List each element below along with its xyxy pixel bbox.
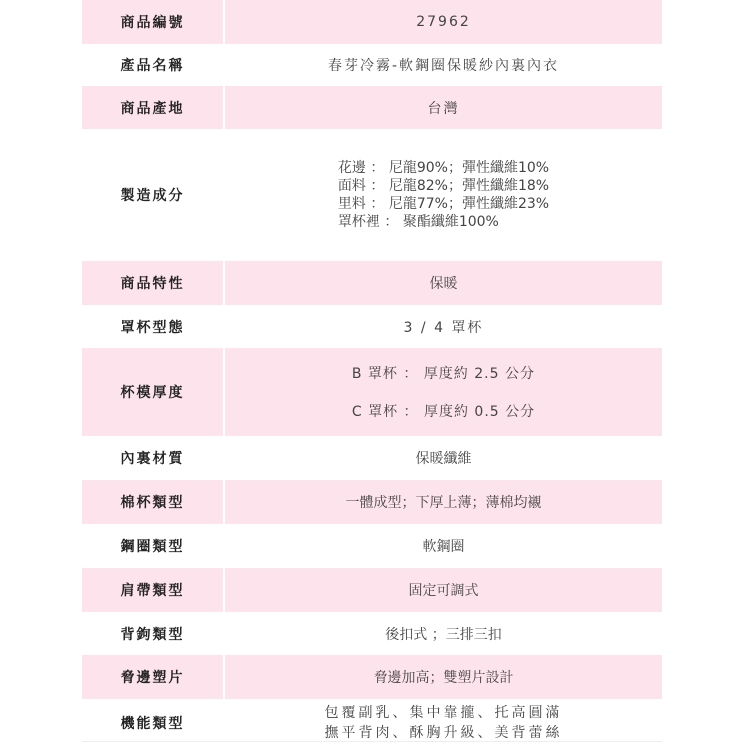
- spec-label: 產品名稱: [82, 44, 225, 86]
- spec-row-product-number: [82, 0, 662, 44]
- spec-value: 3 / 4 罩杯: [225, 305, 662, 348]
- composition-list: [338, 159, 549, 231]
- composition-line: 里料 ： 尼龍77%；彈性纖維23%: [337, 196, 550, 212]
- spec-label: 內裏材質: [82, 436, 225, 480]
- spec-row-composition: [82, 129, 662, 261]
- spec-value: 台灣: [225, 86, 662, 129]
- spec-value: [225, 699, 662, 747]
- spec-value: 保暖纖維: [225, 436, 662, 480]
- spec-value: 保暖: [225, 261, 662, 305]
- spec-value: 軟鋼圈: [225, 524, 662, 568]
- spec-value: 脅邊加高；雙塑片設計: [225, 655, 662, 699]
- spec-label: 罩杯型態: [82, 305, 225, 348]
- spec-value: 固定可調式: [225, 568, 662, 612]
- spec-row-feature: [82, 261, 662, 305]
- spec-label: 商品編號: [82, 0, 225, 44]
- spec-label: 脅邊塑片: [82, 655, 225, 699]
- cup-thickness-line: C 罩杯 ： 厚度約 0.5 公分: [351, 404, 536, 420]
- spec-value: [225, 348, 662, 436]
- spec-row-side-panel: [82, 655, 662, 699]
- spec-label: 商品特性: [82, 261, 225, 305]
- spec-row-cup-thickness: [82, 348, 662, 436]
- cup-thickness-line: B 罩杯 ： 厚度約 2.5 公分: [351, 366, 535, 382]
- spec-row-underwire: [82, 524, 662, 568]
- function-line: 撫平背肉、酥胸升級、美背蕾絲: [324, 725, 563, 741]
- spec-row-hook: [82, 612, 662, 655]
- spec-row-lining: [82, 436, 662, 480]
- spec-value: [225, 129, 662, 261]
- spec-value: 一體成型；下厚上薄；薄棉均襯: [225, 480, 662, 524]
- spec-label: 機能類型: [82, 699, 225, 747]
- spec-label: 肩帶類型: [82, 568, 225, 612]
- spec-row-origin: [82, 86, 662, 129]
- composition-line: 面料 ： 尼龍82%；彈性纖維18%: [337, 178, 550, 194]
- table-bottom-divider: [82, 741, 662, 742]
- spec-label: 背鉤類型: [82, 612, 225, 655]
- spec-row-strap: [82, 568, 662, 612]
- function-line: 包覆副乳、集中靠攏、托高圓滿: [324, 705, 563, 721]
- spec-row-cup-style: [82, 305, 662, 348]
- spec-label: 杯模厚度: [82, 348, 225, 436]
- spec-value: 27962: [225, 0, 662, 44]
- spec-row-function: [82, 699, 662, 747]
- spec-label: 製造成分: [82, 129, 225, 261]
- spec-label: 棉杯類型: [82, 480, 225, 524]
- function-list: [325, 703, 563, 743]
- composition-line: 罩杯裡 ： 聚酯纖維100%: [337, 214, 499, 230]
- spec-label: 商品產地: [82, 86, 225, 129]
- spec-row-product-name: [82, 44, 662, 86]
- spec-value: 後扣式 ；三排三扣: [225, 612, 662, 655]
- spec-label: 鋼圈類型: [82, 524, 225, 568]
- spec-table: [82, 0, 662, 747]
- spec-row-pad-type: [82, 480, 662, 524]
- spec-value: 春芽冷霧-軟鋼圈保暖紗內裏內衣: [225, 44, 662, 86]
- cup-thickness-list: [352, 363, 535, 421]
- composition-line: 花邊 ： 尼龍90%；彈性纖維10%: [337, 160, 550, 176]
